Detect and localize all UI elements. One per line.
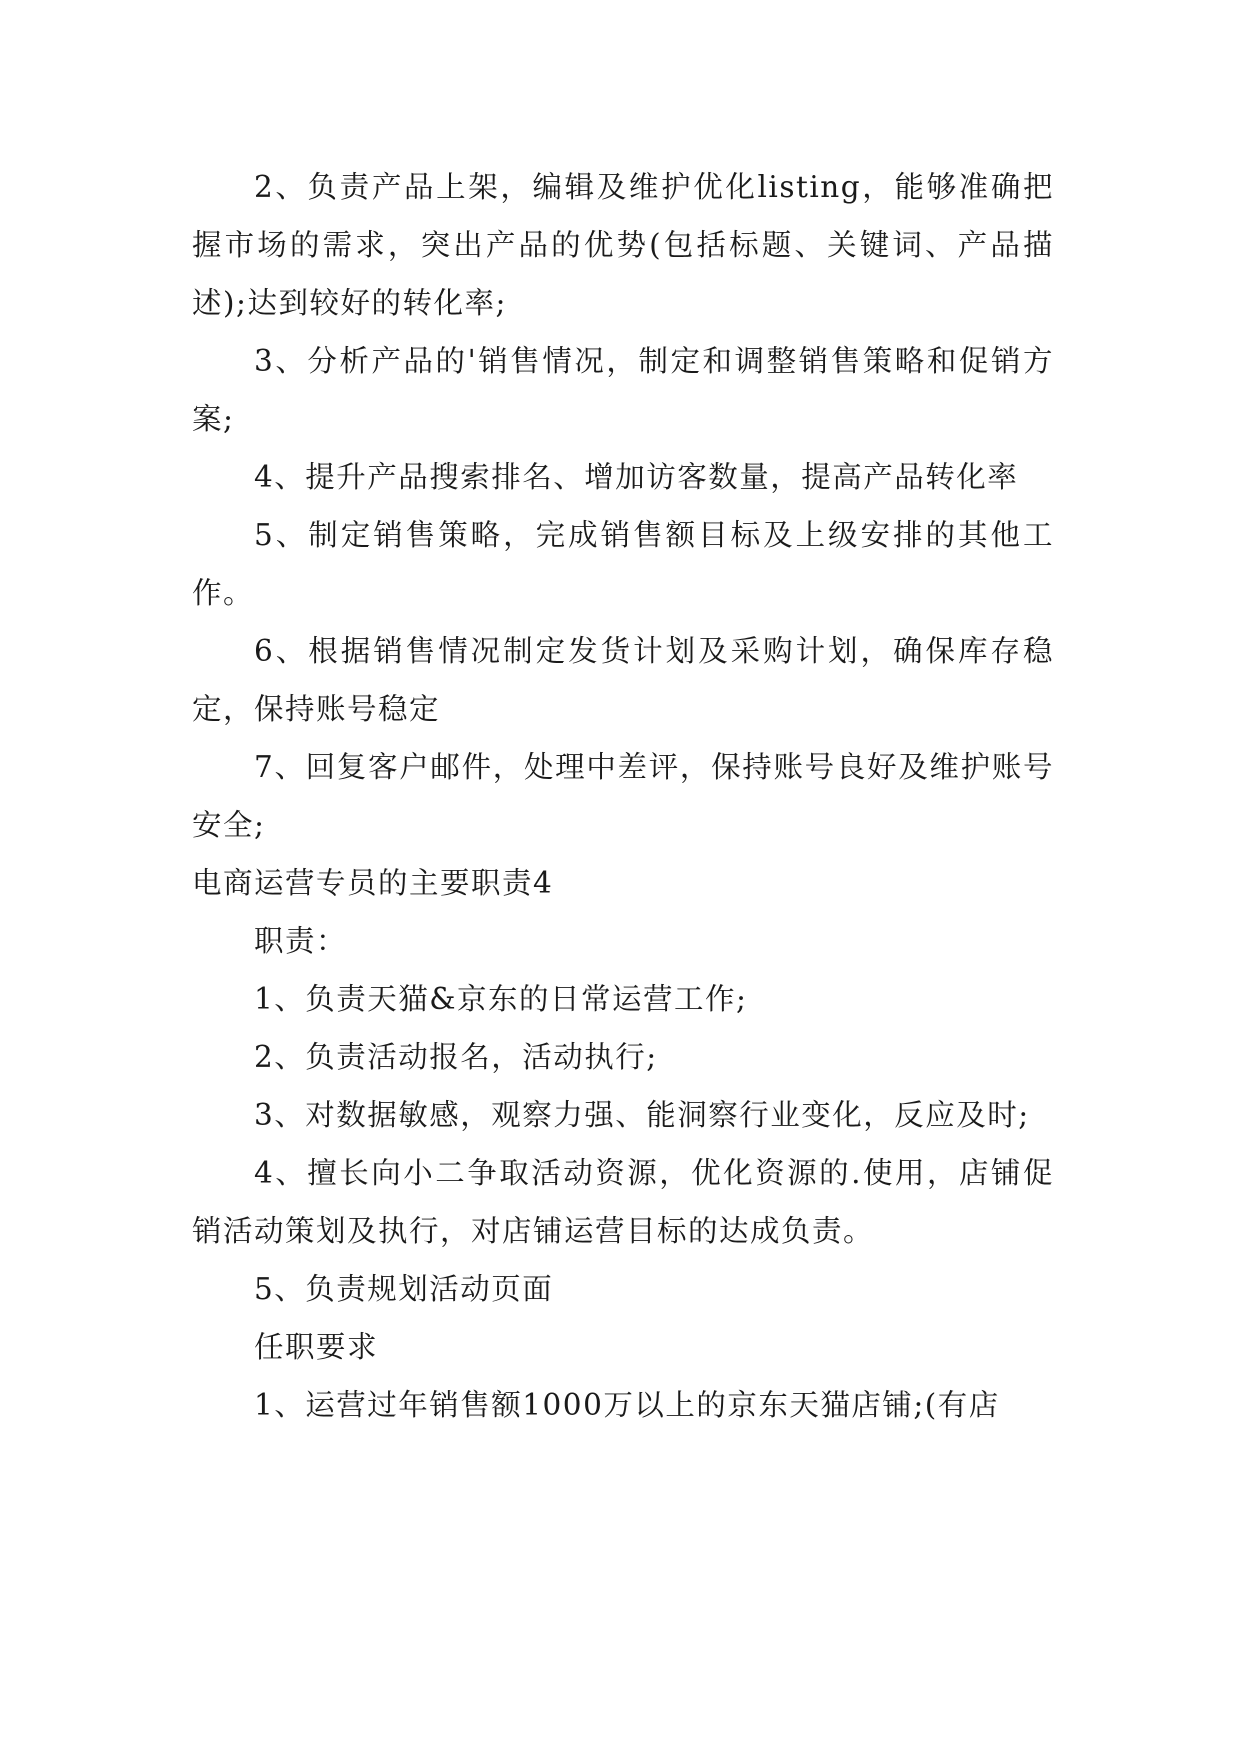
paragraph: 职责： [254, 924, 348, 958]
paragraph: 2、负责活动报名，活动执行; [254, 1040, 658, 1074]
paragraph: 6、根据销售情况制定发货计划及采购计划，确保库存稳定，保持账号稳定 [192, 634, 1054, 726]
paragraph: 任职要求 [254, 1330, 379, 1364]
paragraph: 5、负责规划活动页面 [254, 1272, 554, 1306]
paragraph: 5、制定销售策略，完成销售额目标及上级安排的其他工作。 [192, 518, 1054, 610]
paragraph: 3、对数据敏感，观察力强、能洞察行业变化，反应及时; [254, 1098, 1030, 1132]
paragraph: 4、提升产品搜索排名、增加访客数量，提高产品转化率 [254, 460, 1019, 494]
section-heading: 电商运营专员的主要职责4 [192, 866, 554, 900]
paragraph: 4、擅长向小二争取活动资源，优化资源的.使用，店铺促销活动策划及执行，对店铺运营目标的达成负责。 [192, 1156, 1054, 1248]
paragraph: 1、负责天猫&京东的日常运营工作; [254, 982, 748, 1016]
paragraph: 1、运营过年销售额1000万以上的京东天猫店铺;(有店 [254, 1388, 1000, 1422]
document-body [192, 158, 1054, 1434]
paragraph: 7、回复客户邮件，处理中差评，保持账号良好及维护账号安全; [192, 750, 1054, 842]
paragraph: 2、负责产品上架，编辑及维护优化listing，能够准确把握市场的需求，突出产品的优势(包括标题、关键词、产品描述);达到较好的转化率; [192, 170, 1054, 320]
paragraph: 3、分析产品的'销售情况，制定和调整销售策略和促销方案; [192, 344, 1054, 436]
